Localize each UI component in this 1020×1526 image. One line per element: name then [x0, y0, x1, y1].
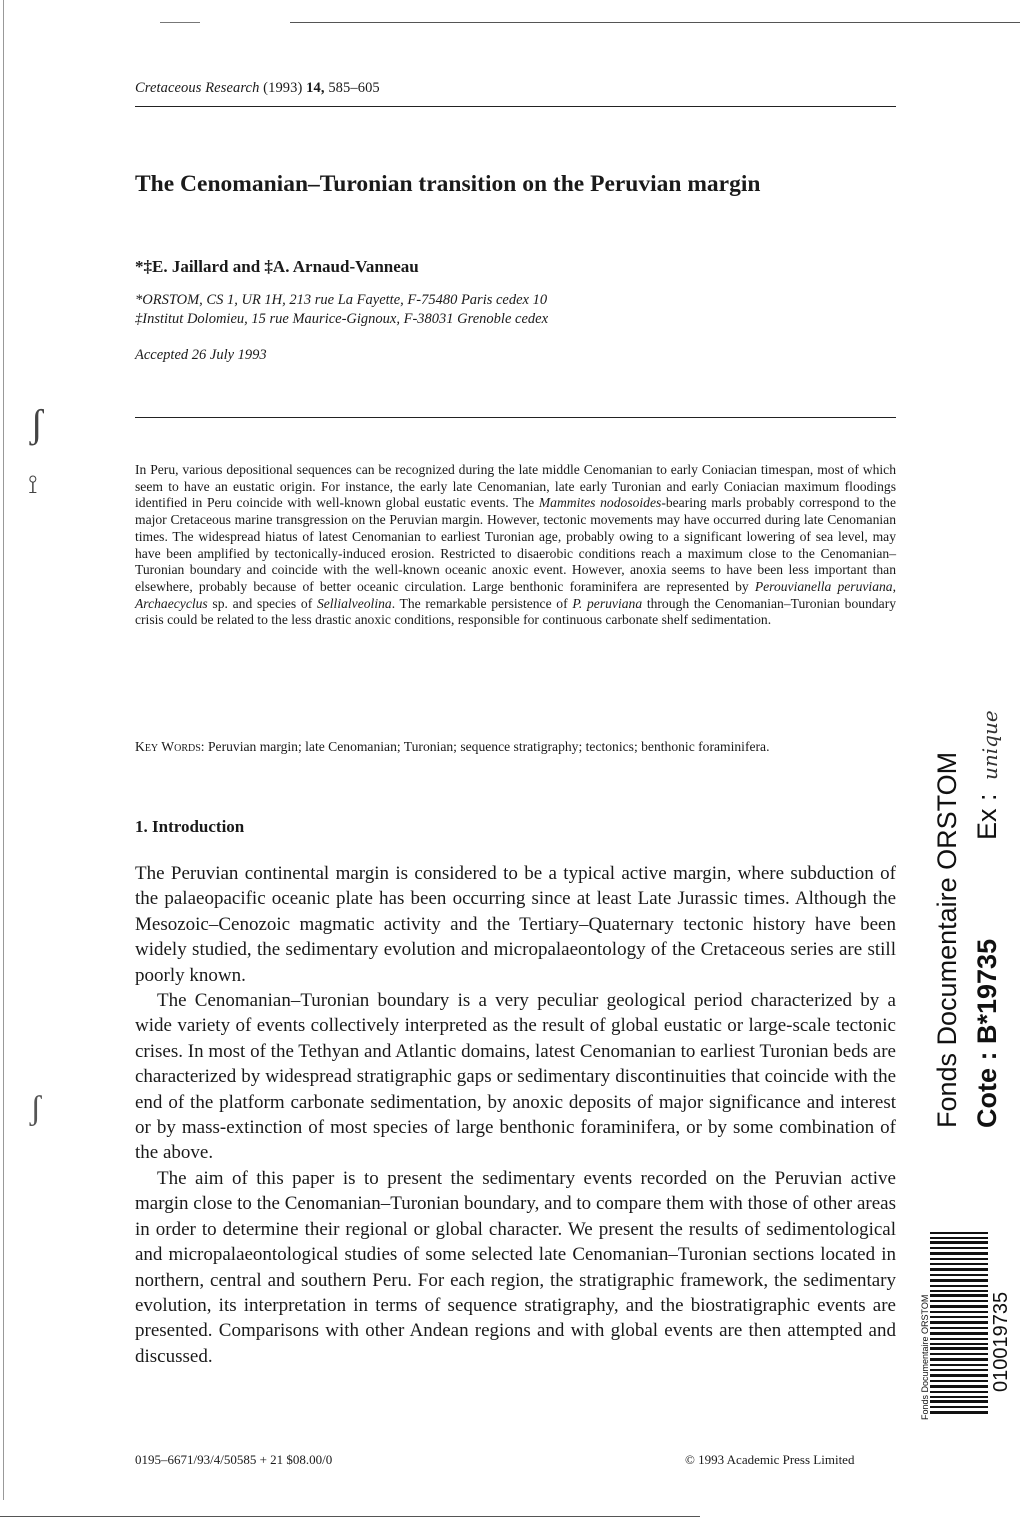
- margin-mark: ʃ: [30, 401, 44, 446]
- top-rule-long: [290, 22, 1020, 23]
- journal-citation: [135, 80, 380, 97]
- bottom-rule: [0, 1516, 700, 1517]
- paragraph: The Peruvian continental margin is considered to be a typical active margin, where subduction of the palaeopacific oceanic plate has been occurring since at least Late Jurassic times. Although the Mesozoic–Cenozoic magmatic activity and the Tertiary–Quaternary tectonic history have been widely studied, the sedimentary evolution and micropalaeontology of the Cretaceous series are still poorly known.: [135, 863, 896, 986]
- authors: *‡E. Jaillard and ‡A. Arnaud-Vanneau: [135, 257, 419, 276]
- species-name: Perouvianella peruviana: [754, 578, 893, 594]
- species-name: Archaecyclus: [135, 595, 208, 611]
- stamp-fonds: Fonds Documentaire ORSTOM: [932, 751, 962, 1128]
- affiliation-2: ‡Institut Dolomieu, 15 rue Maurice-Gignoux, F-38031 Grenoble cedex: [135, 311, 549, 327]
- header-rule: [135, 106, 896, 107]
- journal-year: (1993): [259, 80, 307, 96]
- margin-mark: ⟟: [28, 470, 38, 499]
- keywords-text: Peruvian margin; late Cenomanian; Turonian; sequence stratigraphy; tectonics; benthonic foraminifera.: [204, 739, 770, 754]
- journal-volume: 14,: [306, 80, 325, 96]
- species-name: P. peruviana: [572, 595, 643, 611]
- accepted-date: Accepted 26 July 1993: [135, 347, 267, 363]
- abstract-text: -bearing marls probably correspond to the major Cretaceous marine transgression on the Peruvian margin. However, tectonic movements may have occurred during late Cenomanian times. The widespread hiatus of latest Cenomanian to earliest Turonian age, probably owing to a significant lowering of sea level, may have been amplified by tectonically-induced erosion. Restricted to disaerobic conditions reach a maximum close to the Cenomanian–Turonian boundary and coincide with the well-known oceanic anoxic event. However, anoxia seems to have been less important than elsewhere, probably because of better oceanic circulation. Large benthonic foraminifera are represented by: [135, 495, 896, 594]
- stamp-handwriting: unique: [978, 710, 1002, 780]
- margin-mark: ʃ: [30, 1090, 42, 1127]
- barcode-label: Fonds Documentaire ORSTOM: [920, 1294, 930, 1420]
- top-rule: [160, 22, 200, 23]
- journal-name: Cretaceous Research: [135, 80, 260, 96]
- footer-code: 0195–6671/93/4/50585 + 21 $08.00/0: [135, 1452, 333, 1467]
- left-edge-line: [3, 0, 4, 1500]
- abstract-rule: [135, 417, 896, 418]
- paper-title: The Cenomanian–Turonian transition on the Peruvian margin: [135, 171, 761, 197]
- abstract-text: through the Cenomanian–Turonian boundary crisis could be related to the less drastic anoxic conditions, responsible for continuous carbonate shelf sedimentation.: [135, 595, 897, 628]
- abstract: [135, 462, 896, 629]
- journal-pages: 585–605: [324, 80, 380, 96]
- abstract-text: In Peru, various depositional sequences can be recognized during the late middle Cenomanian to early Coniacian timespan, most of which seem to have an eustatic origin. For instance, the early late Cenomanian, late early Turonian and early Coniacian maximum floodings identified in Peru coincide with well-known global eustatic events. The: [135, 462, 896, 511]
- keywords-label: Key Words:: [135, 739, 205, 754]
- section-heading: 1. Introduction: [135, 817, 245, 836]
- introduction-body: [135, 861, 896, 1369]
- paragraph: The aim of this paper is to present the sedimentary events recorded on the Peruvian active margin close to the Cenomanian–Turonian boundary, and to compare them with those of other areas in order to determine their regional or global character. We present the results of sedimentological and micropalaeontological studies of some selected late Cenomanian–Turonian sections located in northern, central and southern Peru. For each region, the stratigraphic framework, the sedimentary evolution, its interpretation in terms of sequence stratigraphy, and the biostratigraphic events are presented. Comparisons with other Andean regions and with global events are then attempted and discussed.: [135, 1167, 896, 1367]
- species-name: Sellialveolina: [316, 595, 392, 611]
- stamp-cote: Cote : B*19735: [972, 938, 1002, 1128]
- abstract-text: ,: [892, 578, 896, 594]
- abstract-text: sp. and species of: [207, 595, 317, 611]
- affiliation-1: *ORSTOM, CS 1, UR 1H, 213 rue La Fayette, F-75480 Paris cedex 10: [135, 292, 548, 308]
- barcode: [930, 1222, 988, 1422]
- footer-copyright: © 1993 Academic Press Limited: [685, 1452, 855, 1467]
- species-name: Mammites nodosoides: [538, 495, 662, 511]
- paragraph: The Cenomanian–Turonian boundary is a very peculiar geological period characterized by a wide variety of events collectively interpreted as the result of global eustatic or large-scale tectonic crises. In most of the Tethyan and Atlantic domains, latest Cenomanian to earliest Turonian beds are characterized by widespread stratigraphic gaps or sedimentary discontinuities that coincide with the end of the platform carbonate sedimentation, by anoxic deposits of major significance and interest or by mass-extinction of most species of large benthonic foraminifera, or by some combination of the above.: [135, 990, 896, 1164]
- keywords: [135, 739, 896, 756]
- barcode-number: 010019735: [990, 1291, 1012, 1392]
- stamp-ex: Ex :: [972, 793, 1002, 840]
- abstract-text: . The remarkable persistence of: [391, 595, 573, 611]
